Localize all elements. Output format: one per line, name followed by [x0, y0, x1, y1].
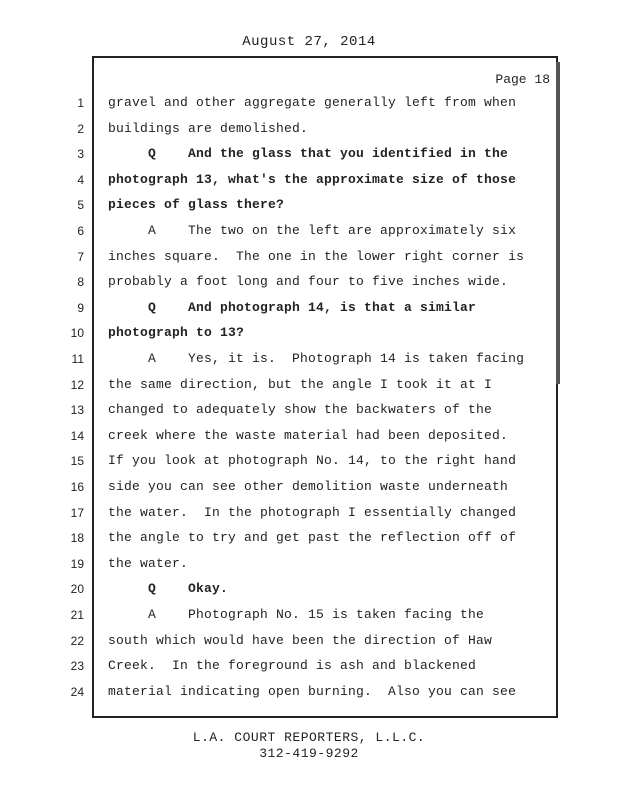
transcript-line: side you can see other demolition waste underneath [108, 479, 509, 494]
line-number: 8 [77, 275, 84, 289]
line-number: 20 [70, 582, 84, 596]
transcript-line: Q And the glass that you identified in the [108, 146, 509, 161]
transcript-line: material indicating open burning. Also you can see [108, 684, 517, 699]
transcript-line: pieces of glass there? [108, 197, 285, 212]
transcript-line: the angle to try and get past the reflection off of [108, 530, 517, 545]
line-number: 22 [70, 634, 84, 648]
line-number: 12 [70, 378, 84, 392]
transcript-line: Q Okay. [108, 581, 229, 596]
transcript-line: gravel and other aggregate generally left from when [108, 95, 517, 110]
transcript-line: Q And photograph 14, is that a similar [108, 300, 477, 315]
line-number: 15 [70, 454, 84, 468]
line-number: 21 [70, 608, 84, 622]
line-number: 10 [70, 326, 84, 340]
header-date: August 27, 2014 [242, 34, 376, 50]
transcript-line: buildings are demolished. [108, 121, 309, 136]
line-number: 14 [70, 429, 84, 443]
line-number: 3 [77, 147, 84, 161]
transcript-line: creek where the waste material had been deposited. [108, 428, 509, 443]
transcript-line: probably a foot long and four to five inches wide. [108, 274, 509, 289]
footer-company: L.A. COURT REPORTERS, L.L.C. [192, 730, 426, 745]
line-number: 5 [77, 198, 84, 212]
line-number: 1 [77, 96, 84, 110]
transcript-line: changed to adequately show the backwaters of the [108, 402, 493, 417]
page-number-label: Page 18 [495, 72, 550, 87]
line-number: 16 [70, 480, 84, 494]
footer-phone: 312-419-9292 [259, 746, 359, 761]
line-number: 11 [71, 352, 84, 366]
frame-shadow-divider [556, 62, 560, 384]
transcript-line: If you look at photograph No. 14, to the right hand [108, 453, 517, 468]
line-number: 19 [70, 557, 84, 571]
line-number: 24 [70, 685, 84, 699]
line-number: 17 [70, 506, 84, 520]
transcript-line: the same direction, but the angle I took it at I [108, 377, 493, 392]
transcript-line: A The two on the left are approximately six [108, 223, 517, 238]
line-number: 23 [70, 659, 84, 673]
line-number: 18 [70, 531, 84, 545]
transcript-line: the water. [108, 556, 189, 571]
line-number: 2 [77, 122, 84, 136]
transcript-line: the water. In the photograph I essentially changed [108, 505, 517, 520]
transcript-line: south which would have been the direction of Haw [108, 633, 493, 648]
line-number: 7 [77, 250, 84, 264]
line-number: 4 [77, 173, 84, 187]
transcript-line: photograph to 13? [108, 325, 245, 340]
transcript-line: Creek. In the foreground is ash and blackened [108, 658, 477, 673]
line-number: 9 [77, 301, 84, 315]
transcript-line: inches square. The one in the lower right corner is [108, 249, 525, 264]
transcript-line: A Yes, it is. Photograph 14 is taken facing [108, 351, 525, 366]
line-number: 13 [70, 403, 84, 417]
line-number: 6 [77, 224, 84, 238]
transcript-line: A Photograph No. 15 is taken facing the [108, 607, 485, 622]
transcript-line: photograph 13, what's the approximate size of those [108, 172, 517, 187]
